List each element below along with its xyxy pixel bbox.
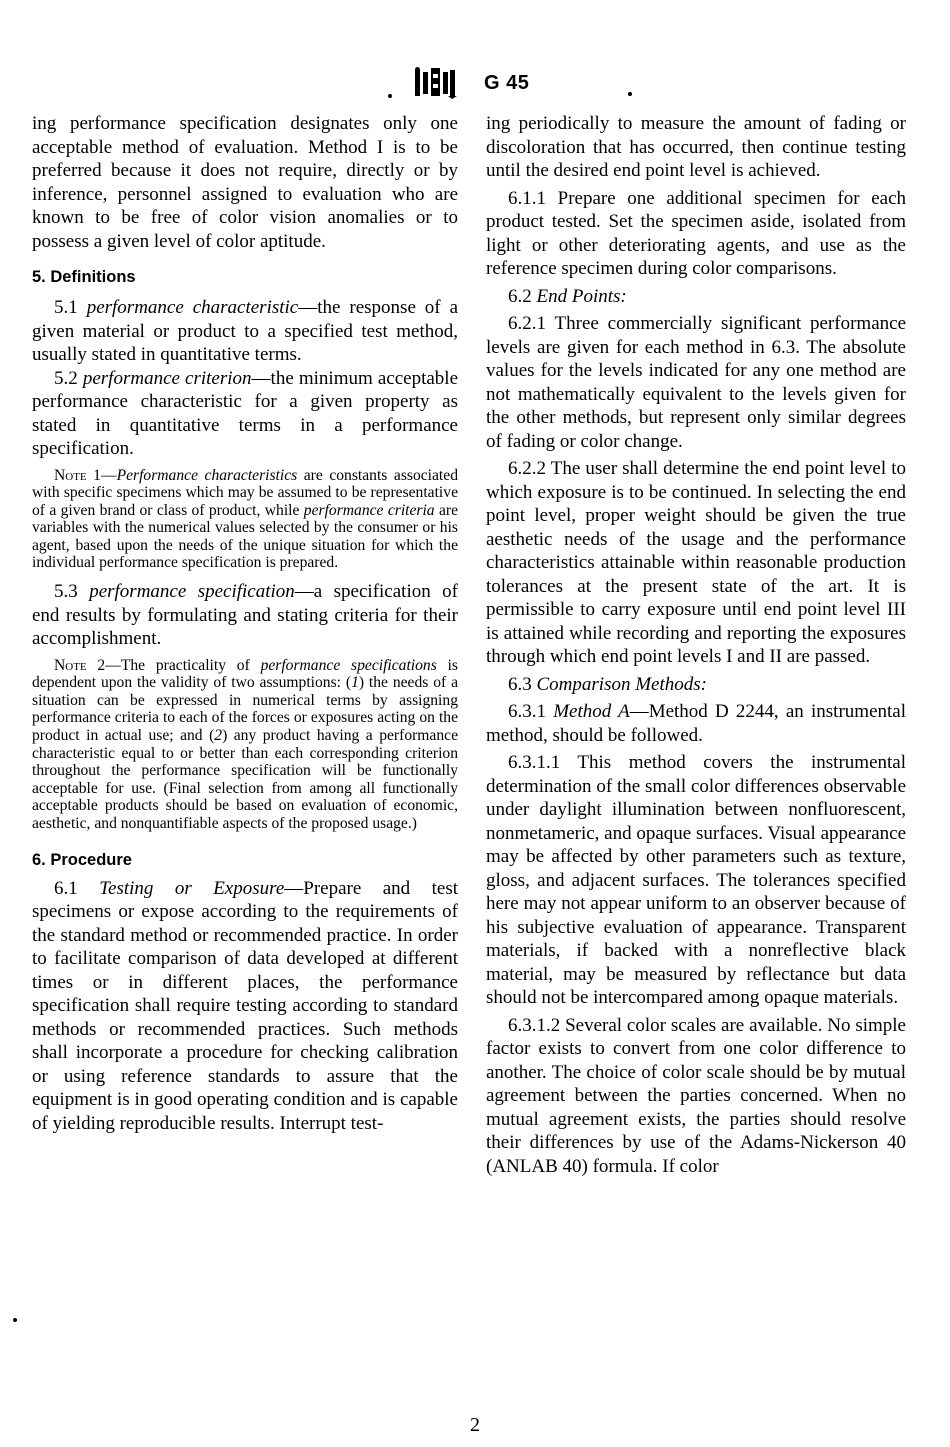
section-number: 6.2 [508, 285, 532, 307]
page-header [0, 66, 950, 106]
section-term: Testing or Exposure [99, 877, 285, 899]
section-number: 6.3.1 [508, 701, 546, 722]
standard-designation: G 45 [484, 72, 530, 94]
note-2 [32, 657, 458, 833]
definition-text: —the response of a given material or product to a specified test method, usually stated in quantitative terms. [32, 297, 458, 365]
section-6-1 [32, 877, 458, 1136]
section-6-3 [486, 673, 906, 697]
definition-text: —a specification of end results by formulating and stating criteria for their accomplishment. [32, 581, 458, 650]
defined-term: performance specification [89, 581, 295, 603]
page-number: 2 [470, 1414, 480, 1436]
note-text: are constants associated with specific specimens which may be assumed to be representative of a given brand or class of product, while [32, 466, 458, 519]
section-number: 5.3 [54, 581, 78, 603]
section-number: 5.2 [54, 367, 78, 389]
section-text: —Method D 2244, an instrumental method, should be followed. [486, 701, 906, 746]
note-text: is dependent upon the validity of two assumptions: ( [32, 656, 458, 692]
note-text: ) any product having a performance characteristic equal to or better than each corresponding criterion throughout the performance specification will be functionally acceptable for use. (Final selection from among all functionally acceptable products should be based on evaluation of economic, aesthetic, and nonquantifiable aspects of the proposed usage.) [32, 726, 458, 832]
section-number: 6.1 [54, 877, 78, 899]
section-number: 6.3 [508, 673, 532, 695]
section-6-2 [486, 285, 906, 309]
defined-term: performance characteristic [86, 297, 299, 318]
stray-dot-mark [628, 92, 632, 96]
note-text: are variables with the numerical values selected by the consumer or his agent, based upon the needs of the unique situation for which the individual performance specification is prepared. [32, 501, 459, 572]
section-6-3-1 [486, 700, 906, 747]
definition-text: —the minimum acceptable performance characteristic for a given property as stated in quantitative terms in a performance specification. [32, 367, 459, 459]
note-label: Note 1 [54, 466, 101, 484]
defined-term: performance criterion [82, 367, 252, 389]
paragraph-continuation: ing performance specification designates only one acceptable method of evaluation. Method I is to be preferred because it does not require, directly or by inference, personnel assigned to evaluation who are known to be free of color vision anomalies or to possess a given level of color aptitude. [32, 113, 458, 252]
stray-dot-mark [13, 1318, 17, 1322]
note-term: performance criteria [303, 501, 435, 519]
section-6-3-1-1: 6.3.1.1 This method covers the instrumental determination of the small color differences observable under daylight illumination between nonfluorescent, nonmetameric, and opaque surfaces. Visual appearance may be affected by other parameters such as texture, gloss, and adjacent surfaces. The tolerances specified here may not appear uniform to an observer because of his subjective evaluation of appearance. Transparent materials, if backed with a nonreflective black material, may be measured by reflectance but data should not be intercompared among opaque materials. [486, 752, 907, 1008]
section-number: 5.1 [54, 297, 78, 318]
definition-5-3 [32, 580, 458, 651]
left-column [32, 112, 458, 1135]
definition-5-1 [32, 296, 458, 367]
paragraph-continuation: ing periodically to measure the amount of fading or discoloration that has occurred, then continue testing until the desired end point level is achieved. [486, 113, 906, 181]
note-term: performance specifications [260, 656, 437, 674]
section-term: Comparison Methods: [536, 673, 707, 695]
right-column [486, 112, 906, 1178]
note-enum: 2 [214, 726, 223, 744]
astm-logo-icon [412, 66, 458, 100]
section-term: Method A [553, 701, 630, 722]
section-6-3-1-2: 6.3.1.2 Several color scales are available. No simple factor exists to convert from one color difference to another. The choice of color scale should be by mutual agreement between the parties concerned. When no mutual agreement exists, the parties should resolve their differences by use of the Adams-Nickerson 40 (ANLAB 40) formula. If color [486, 1014, 906, 1177]
section-term: End Points: [536, 285, 627, 307]
note-text: ) the needs of a situation can be expressed in numerical terms by assigning performance criteria to each of the forces or exposures acting on the product in actual use; and ( [32, 674, 458, 744]
note-enum: 1 [351, 674, 359, 692]
note-text: —The practicality of [105, 656, 261, 674]
section-6-2-1: 6.2.1 Three commercially significant performance levels are given for each method in 6.3. The absolute values for the levels indicated for any one method are not mathematically equivalent to the levels given for the other methods, but represent only similar degrees of fading or color change. [486, 313, 906, 452]
definition-5-2 [32, 367, 458, 461]
section-heading-definitions: 5. Definitions [32, 268, 136, 286]
note-label: Note 2 [54, 656, 106, 674]
section-text: —Prepare and test specimens or expose according to the requirements of the standard method or recommended practice. In order to facilitate comparison of data developed at different times or in different places, the performance specification shall require testing according to standard methods or recommended practices. Such methods shall incorporate a procedure for checking calibration or using reference standards to assure that the equipment is in good operating condition and is capable of yielding reproducible results. Interrupt test- [32, 877, 458, 1134]
section-6-2-2: 6.2.2 The user shall determine the end point level to which exposure is to be continued. In selecting the end point level, proper weight should be given the true aesthetic needs of the usage and the performance characteristics attainable within reasonable production tolerances at the present state of the art. It is permissible to carry exposure until end point level III is attained while recording and reporting the exposures through which end point levels I and II are passed. [486, 458, 906, 667]
section-6-1-1: 6.1.1 Prepare one additional specimen for each product tested. Set the specimen aside, isolated from light or other deteriorating agents, and use as the reference specimen during color comparisons. [486, 187, 906, 279]
section-heading-procedure: 6. Procedure [32, 850, 132, 869]
stray-dot-mark [388, 94, 392, 98]
note-term: Performance characteristics [116, 466, 298, 484]
note-1: Note 1—Performance characteristics are constants associated with specific specimens which may be assumed to be representative of a given brand or class of product, while performance criteria are variables with the numerical values selected by the consumer or his agent, based upon the needs of the unique situation for which the individual performance specification is prepared. [32, 466, 459, 572]
